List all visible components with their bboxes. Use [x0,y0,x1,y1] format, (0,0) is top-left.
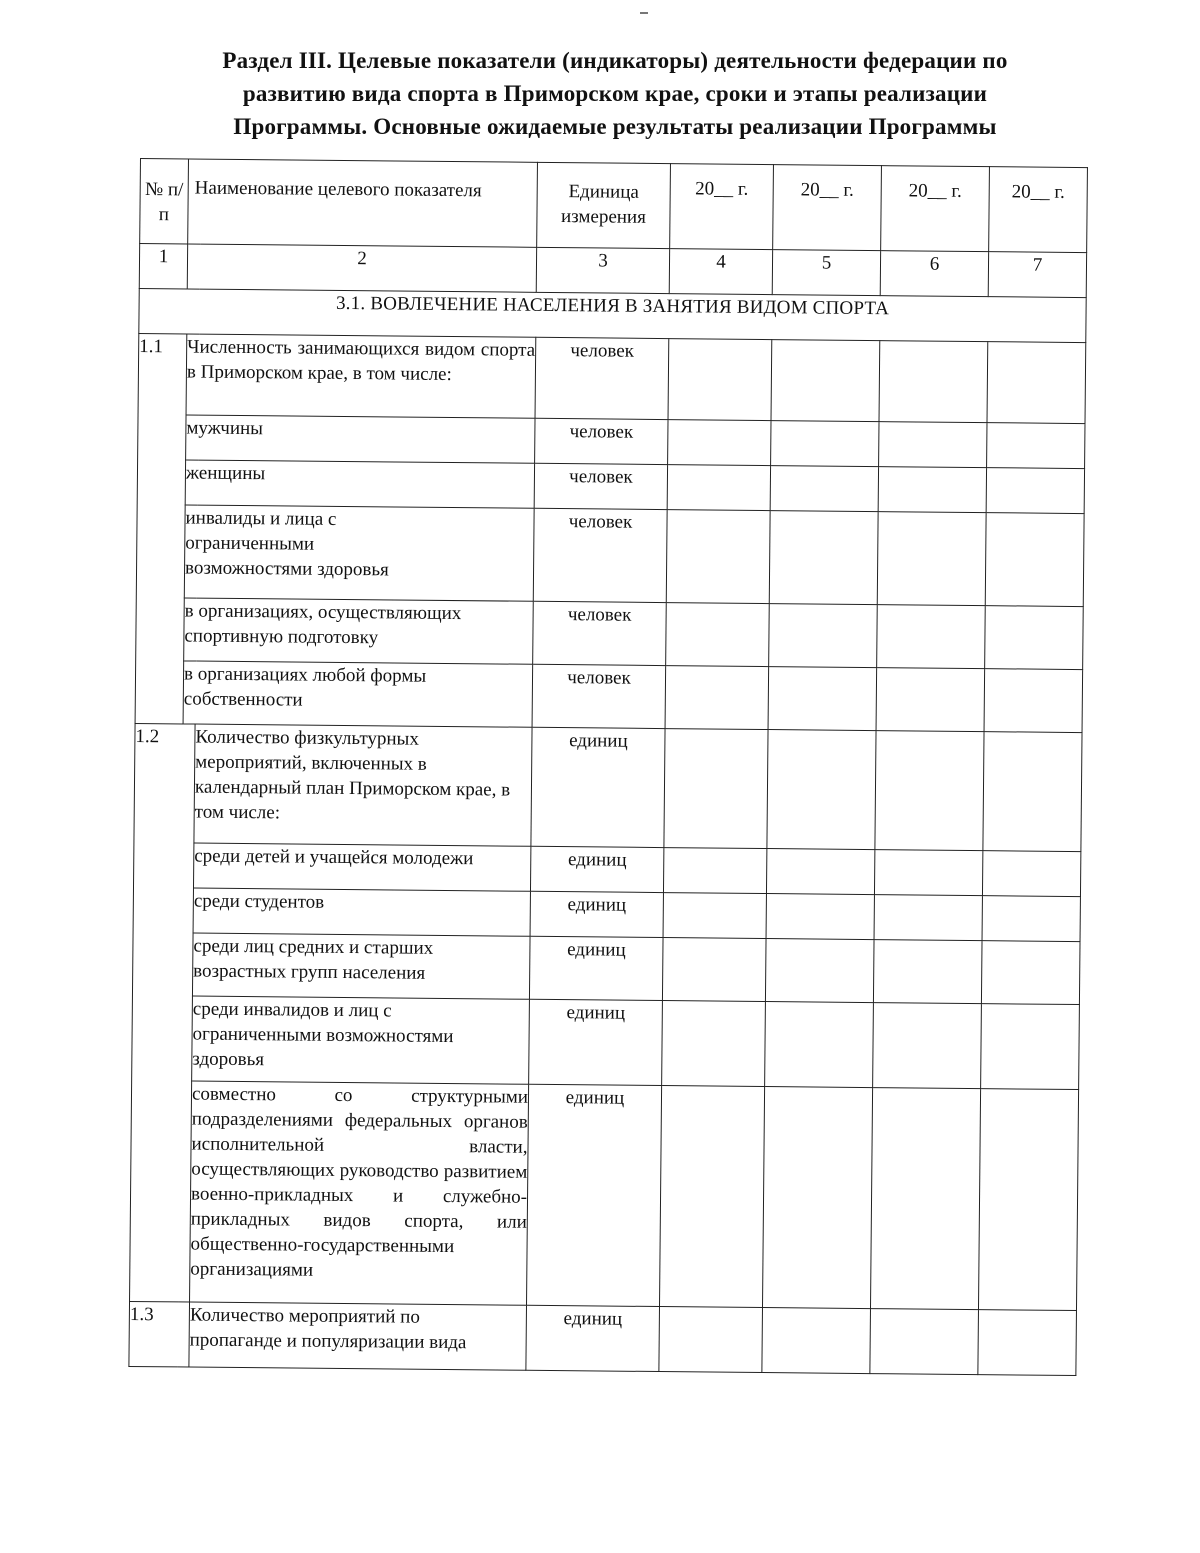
table-row [136,504,1084,606]
value-cell[interactable] [771,421,879,467]
indicators-table [128,158,1088,1376]
title-line-2: развитию вида спорта в Приморском крае, сроки и этапы реализации [242,81,988,106]
row-name: среди инвалидов и лиц с ограниченными возможностями здоровья [192,996,530,1084]
header-row [140,159,1088,253]
value-cell[interactable] [985,606,1084,670]
row-name: среди детей и учащейся молодежи [193,843,530,891]
row-unit: единиц [526,1305,660,1371]
value-cell[interactable] [879,422,987,468]
value-cell[interactable] [984,669,1083,733]
value-cell[interactable] [873,1003,982,1089]
column-number: 5 [772,250,880,296]
row-name: Количество мероприятий по пропаганде и популяризации вида [189,1302,527,1370]
value-cell[interactable] [762,1087,872,1309]
row-unit: человек [535,418,668,464]
row-unit: человек [534,463,667,509]
value-cell[interactable] [982,896,1080,942]
value-cell[interactable] [874,850,982,896]
value-cell[interactable] [659,1086,764,1308]
row-unit: единиц [531,727,665,847]
section-title: 3.1. ВОВЛЕЧЕНИЕ НАСЕЛЕНИЯ В ЗАНЯТИЯ ВИДОМ СПОРТА [139,288,1086,342]
row-name: в организациях любой формы собственности [183,661,533,727]
value-cell[interactable] [983,732,1082,852]
row-name: совместно со структурными подразделениями федеральных органов исполнительной власти, осуществляющих руководство развитием военно-прикладных и служебно-прикладных видов спорта, или общественно-государственными организациями [190,1081,529,1305]
header-year-4: 20__ г. [989,167,1088,253]
row-code: 1.3 [129,1301,190,1367]
value-cell[interactable] [878,467,986,513]
value-cell[interactable] [766,894,874,940]
value-cell[interactable] [765,939,874,1003]
row-name: в организациях, осуществляющих спортивную подготовку [184,598,534,664]
value-cell[interactable] [668,420,771,466]
value-cell[interactable] [668,339,772,421]
row-unit: единиц [527,1084,662,1306]
table-row [136,597,1084,669]
header-year-2: 20__ г. [773,165,882,251]
value-cell[interactable] [664,729,768,849]
value-cell[interactable] [876,668,985,732]
column-number: 7 [988,252,1086,298]
table-row [138,333,1086,423]
value-cell[interactable] [879,341,988,423]
column-number: 4 [669,249,772,295]
value-cell[interactable] [987,423,1085,469]
header-unit: Единица измерения [537,162,671,248]
value-cell[interactable] [987,342,1086,424]
value-cell[interactable] [666,603,770,667]
table-row [129,1301,1077,1375]
column-number: 1 [139,244,187,289]
value-cell[interactable] [766,849,874,895]
value-cell[interactable] [769,511,878,605]
page-title [150,44,1080,143]
value-cell[interactable] [986,468,1084,514]
value-cell[interactable] [663,893,766,939]
table-row [134,723,1082,851]
table-row [130,1080,1079,1310]
row-name: женщины [185,460,534,508]
value-cell[interactable] [771,340,880,422]
header-year-3: 20__ г. [881,166,990,252]
value-cell[interactable] [985,513,1084,607]
value-cell[interactable] [981,1004,1080,1090]
row-unit: единиц [530,891,663,937]
row-name: среди студентов [193,888,530,936]
value-cell[interactable] [870,1309,979,1375]
value-cell[interactable] [874,895,982,941]
value-cell[interactable] [877,512,986,606]
column-number: 3 [536,247,669,293]
title-line-3: Программы. Основные ожидаемые результаты реализации Программы [233,114,997,139]
value-cell[interactable] [978,1310,1077,1376]
value-cell[interactable] [765,1002,874,1088]
row-name: Численность занимающихся видом спорта в Приморском крае, в том числе: [186,334,536,418]
column-number: 2 [187,244,536,292]
value-cell[interactable] [663,848,766,894]
row-name: среди лиц средних и старших возрастных групп населения [192,933,530,999]
row-unit: человек [535,337,669,419]
value-cell[interactable] [665,666,769,730]
header-num: № п/п [140,159,189,244]
value-cell[interactable] [768,667,877,731]
table-row [135,660,1083,732]
row-unit: единиц [529,999,663,1085]
table-row [132,995,1080,1089]
row-unit: единиц [530,846,663,892]
scan-speck [640,12,648,14]
row-code: 1.1 [135,333,187,723]
value-cell[interactable] [982,851,1080,897]
value-cell[interactable] [666,510,770,604]
table-row [132,932,1080,1004]
value-cell[interactable] [662,1001,766,1087]
header-year-1: 20__ г. [670,164,774,250]
value-cell[interactable] [667,465,770,511]
value-cell[interactable] [875,731,984,851]
value-cell[interactable] [659,1307,763,1373]
value-cell[interactable] [870,1088,980,1310]
row-name: инвалиды и лица с ограниченными возможностями здоровья [184,505,534,601]
value-cell[interactable] [978,1089,1078,1311]
value-cell[interactable] [873,940,982,1004]
header-name: Наименование целевого показателя [188,159,538,247]
row-name: мужчины [186,415,535,463]
row-unit: человек [533,508,667,602]
value-cell[interactable] [981,941,1080,1005]
column-number: 6 [880,251,988,297]
value-cell[interactable] [769,604,878,668]
row-unit: единиц [529,936,663,1000]
value-cell[interactable] [770,466,878,512]
value-cell[interactable] [877,605,986,669]
row-name: Количество физкультурных мероприятий, включенных в календарный план Приморском крае, в том числе: [194,724,532,846]
value-cell[interactable] [762,1308,871,1374]
value-cell[interactable] [662,938,766,1002]
title-line-1: Раздел III. Целевые показатели (индикаторы) деятельности федерации по [222,48,1008,73]
value-cell[interactable] [767,730,876,850]
row-unit: человек [533,601,667,665]
row-code: 1.2 [130,723,196,1302]
row-unit: человек [532,664,666,728]
